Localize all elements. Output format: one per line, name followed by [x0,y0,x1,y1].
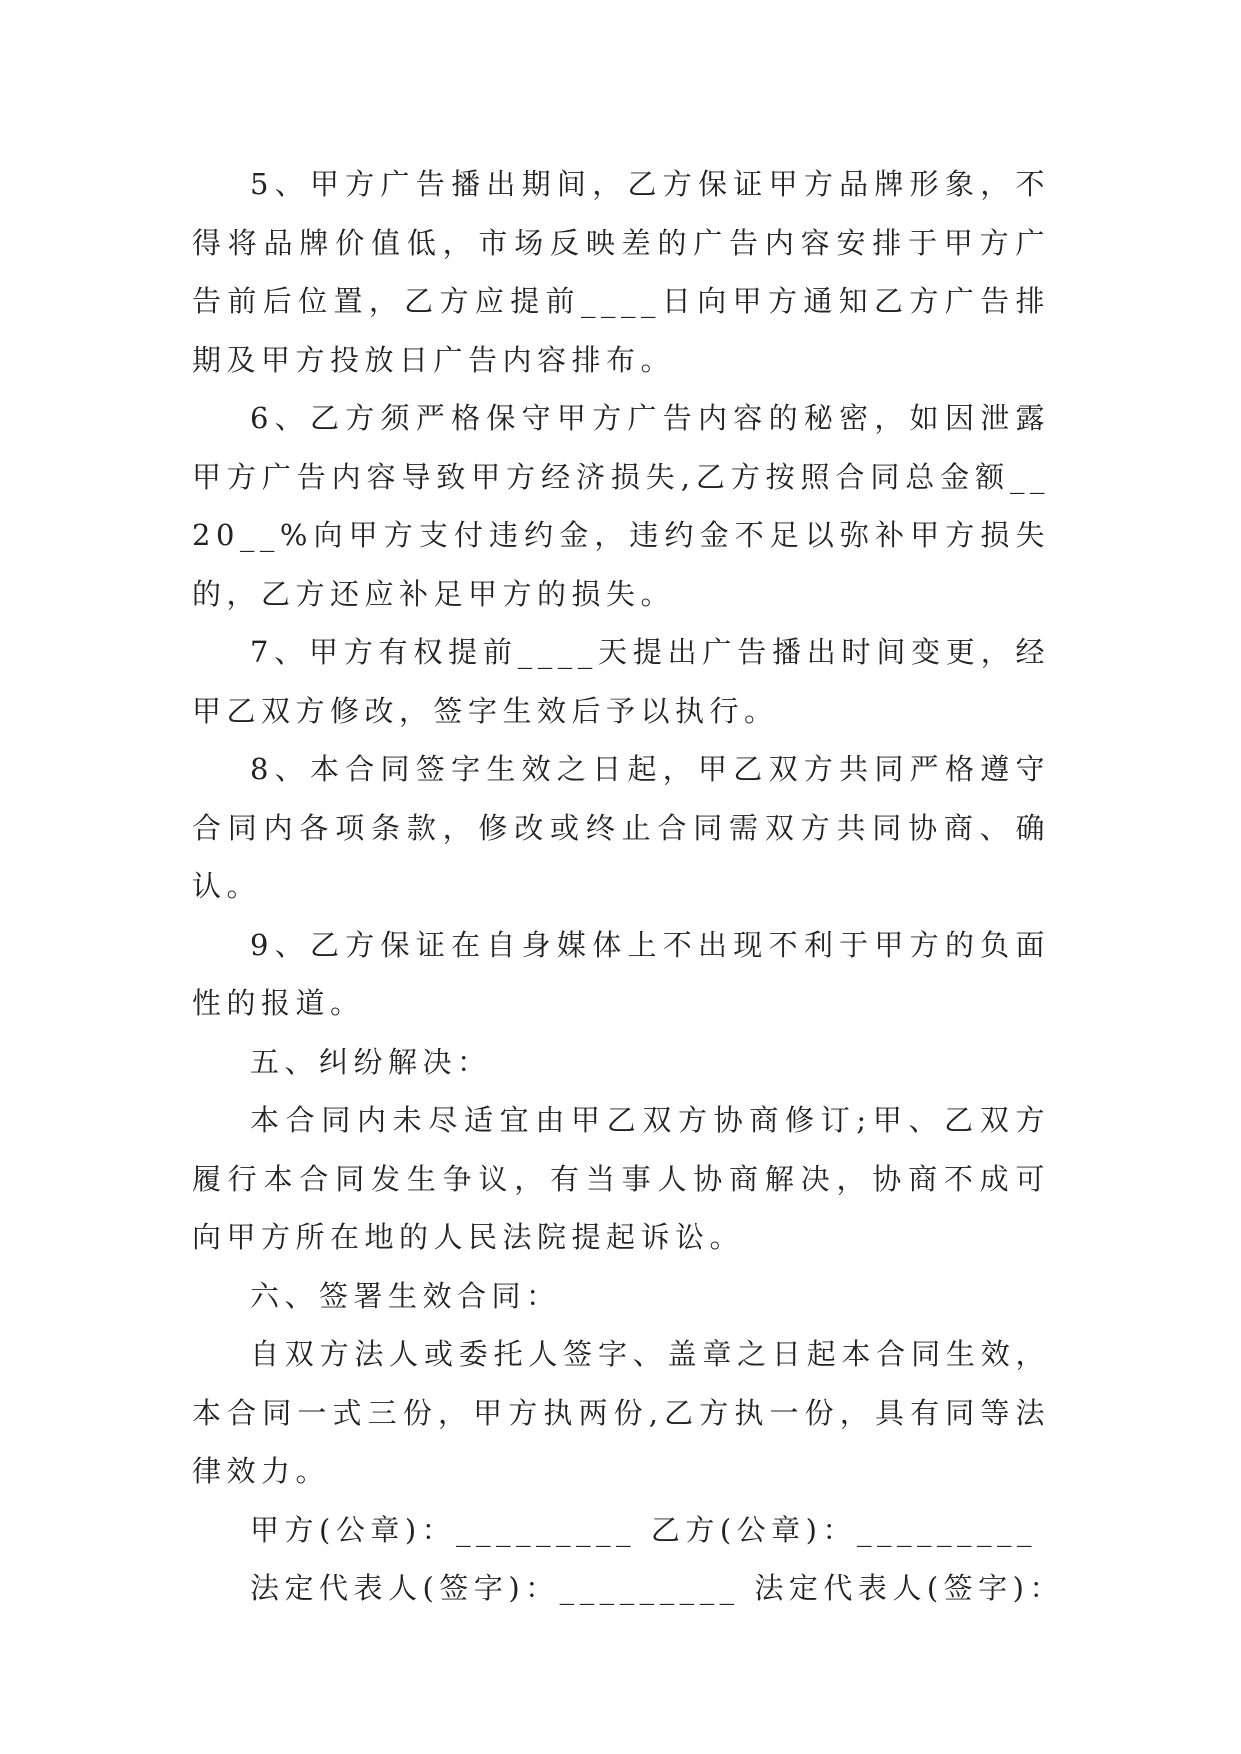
signature-seal-line: 甲方(公章)：_________ 乙方(公章)：_________ [250,1512,1037,1547]
section-heading-dispute: 五、纠纷解决： [250,1044,492,1079]
document-page [192,155,1064,1618]
signature-representative-line: 法定代表人(签字)：_________ 法定代表人(签字)： [250,1571,1064,1605]
clause-6: 6、乙方须严格保守甲方广告内容的秘密，如因泄露甲方广告内容导致甲方经济损失,乙方按照合同总金额__20__%向甲方支付违约金，违约金不足以弥补甲方损失的，乙方还应补足甲方的损失。 [192,401,1050,611]
clause-7: 7、甲方有权提前____天提出广告播出时间变更，经甲乙双方修改，签字生效后予以执行。 [192,635,1050,728]
signing-text: 自双方法人或委托人签字、盖章之日起本合同生效，本合同一式三份，甲方执两份,乙方执一份，具有同等法律效力。 [192,1337,1050,1488]
clause-8: 8、本合同签字生效之日起，甲乙双方共同严格遵守合同内各项条款，修改或终止合同需双方共同协商、确认。 [192,752,1050,903]
clause-9: 9、乙方保证在自身媒体上不出现不利于甲方的负面性的报道。 [192,927,1050,1020]
clause-5: 5、甲方广告播出期间，乙方保证甲方品牌形象，不得将品牌价值低，市场反映差的广告内容安排于甲方广告前后位置，乙方应提前____日向甲方通知乙方广告排期及甲方投放日广告内容排布。 [192,167,1050,377]
section-heading-signing: 六、签署生效合同： [250,1278,561,1313]
dispute-text: 本合同内未尽适宜由甲乙双方协商修订;甲、乙双方履行本合同发生争议，有当事人协商解决，协商不成可向甲方所在地的人民法院提起诉讼。 [192,1103,1050,1254]
